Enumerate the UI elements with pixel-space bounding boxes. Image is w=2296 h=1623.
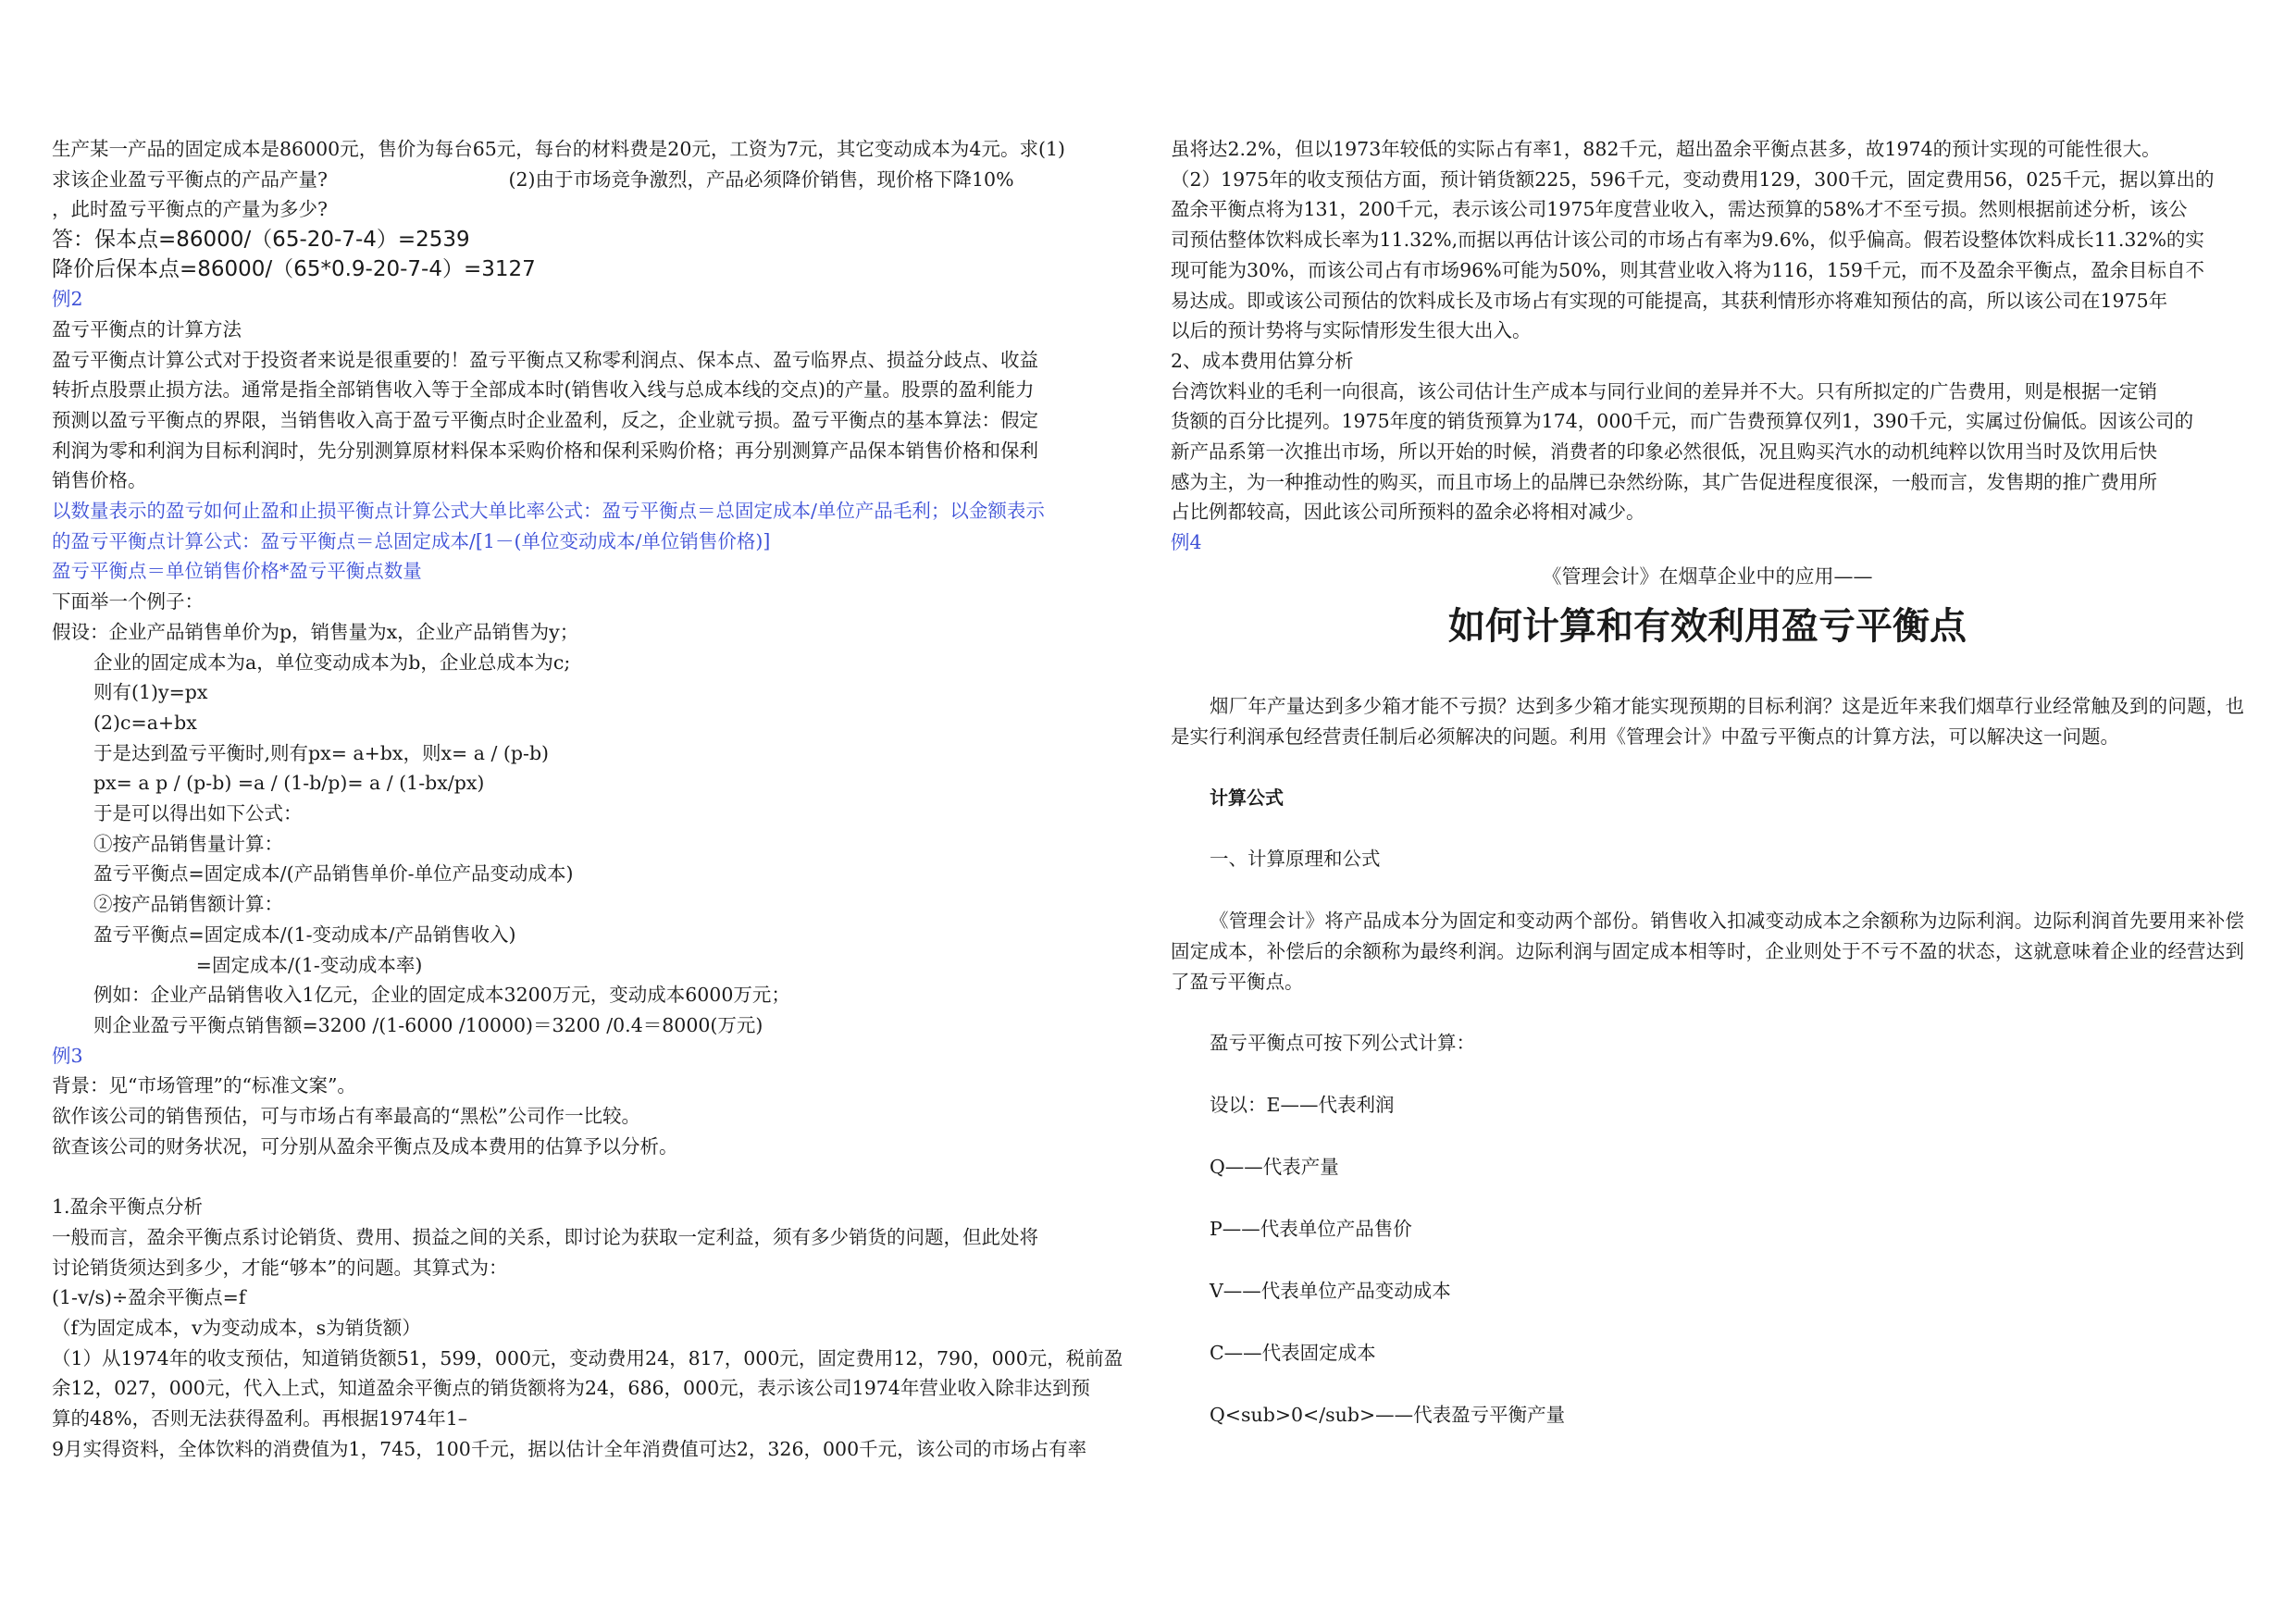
text-line: 现可能为30%，而该公司占有市场96%可能为50%，则其营业收入将为116，159千元，而不及盈余平衡点，盈余目标自不 [1171, 258, 2204, 281]
text-line: 盈亏平衡点＝单位销售价格*盈亏平衡点数量 [52, 560, 422, 583]
text-line: (2)c=a+bx [93, 711, 197, 734]
text-line: 2、成本费用估算分析 [1171, 349, 1354, 372]
text-line: 盈亏平衡点=固定成本/(1-变动成本/产品销售收入) [93, 923, 516, 946]
text-line: 台湾饮料业的毛利一向很高，该公司估计生产成本与同行业间的差异并不大。只有所拟定的广告费用，则是根据一定销 [1171, 379, 2157, 403]
text-line: ②按产品销售额计算： [93, 893, 283, 916]
text-line: 于是可以得出如下公式： [93, 802, 303, 825]
text-line: 虽将达2.2%，但以1973年较低的实际占有率1，882千元，超出盈余平衡点甚多，故1974的预计实现的可能性很大。 [1171, 138, 2161, 160]
principle-paragraph: 《管理会计》将产品成本分为固定和变动两个部份。销售收入扣减变动成本之余额称为边际利润。边际利润首先要用来补偿固定成本，补偿后的余额称为最终利润。边际利润与固定成本相等时，企业则处于不亏不盈的状态，这就意味着企业的经营达到了盈亏平衡点。 [1171, 909, 2244, 993]
text-line: 的盈亏平衡点计算公式：盈亏平衡点＝总固定成本/[1－(单位变动成本/单位销售价格)] [52, 529, 771, 552]
text-line: px= a p / (p-b) =a / (1-b/p)= a / (1-bx/px) [93, 772, 485, 795]
text-line: 占比例都较高，因此该公司所预料的盈余必将相对减少。 [1171, 501, 1645, 524]
text-line [52, 1162, 1125, 1193]
article-subtitle: 《管理会计》在烟草企业中的应用—— [1542, 564, 1873, 588]
text-line: 货额的百分比提列。1975年度的销货预算为174，000千元，而广告费预算仅列1，390千元，实属过份偏低。因该公司的 [1171, 410, 2194, 433]
text-line: 企业的固定成本为a，单位变动成本为b，企业总成本为c; [93, 650, 571, 674]
text-line: 答：保本点=86000/（65-20-7-4）=2539 [52, 228, 470, 253]
definition-item: 盈亏平衡点可按下列公式计算： [1210, 1031, 1475, 1054]
section-title: 一、计算原理和公式 [1210, 847, 1381, 870]
text-line: 假设：企业产品销售单价为p，销售量为x，企业产品销售为y； [52, 620, 579, 643]
text-line: （f为固定成本，v为变动成本，s为销货额） [52, 1317, 421, 1339]
text-line: 讨论销货须达到多少，才能“够本”的问题。其算式为： [52, 1256, 508, 1279]
text-line: 欲作该公司的销售预估，可与市场占有率最高的“黑松”公司作一比较。 [52, 1105, 640, 1128]
text-line: 余12，027，000元，代入上式，知道盈余平衡点的销货额将为24，686，000元，表示该公司1974年营业收入除非达到预 [52, 1377, 1090, 1400]
text-line: 例4 [1171, 531, 1202, 554]
text-line: 盈亏平衡点的计算方法 [52, 317, 242, 341]
text-line: 9月实得资料，全体饮料的消费值为1，745，100千元，据以估计全年消费值可达2，326，000千元，该公司的市场占有率 [52, 1437, 1087, 1460]
section-heading: 计算公式 [1210, 786, 1284, 809]
text-line: ，此时盈亏平衡点的产量为多少? [52, 198, 328, 221]
definition-item: C——代表固定成本 [1210, 1341, 1376, 1364]
text-line: 以后的预计势将与实际情形发生很大出入。 [1171, 319, 1532, 342]
text-line: （2）1975年的收支预估方面，预计销货额225，596千元，变动费用129，300千元，固定费用56，025千元，据以算出的 [1171, 167, 2215, 191]
text-line: 销售价格。 [52, 469, 147, 492]
text-line: 背景：见“市场管理”的“标准文案”。 [52, 1074, 356, 1097]
text-line: 例2 [52, 288, 83, 311]
text-line: 一般而言，盈余平衡点系讨论销货、费用、损益之间的关系，即讨论为获取一定利益，须有多少销货的问题，但此处将 [52, 1225, 1038, 1248]
text-line: 生产某一产品的固定成本是86000元，售价为每台65元，每台的材料费是20元，工资为7元，其它变动成本为4元。求(1) [52, 138, 1066, 160]
definition-item: V——代表单位产品变动成本 [1210, 1279, 1451, 1302]
text-line: 以数量表示的盈亏如何止盈和止损平衡点计算公式大单比率公式：盈亏平衡点＝总固定成本/单位产品毛利；以金额表示 [52, 500, 1045, 523]
text-line: 盈余平衡点将为131，200千元，表示该公司1975年度营业收入，需达预算的58%才不至亏损。然则根据前述分析，该公 [1171, 198, 2188, 221]
text-line: 预测以盈亏平衡点的界限，当销售收入高于盈亏平衡点时企业盈利，反之，企业就亏损。盈亏平衡点的基本算法：假定 [52, 408, 1038, 431]
definition-item: Q<sub>0</sub>——代表盈亏平衡产量 [1210, 1403, 1566, 1426]
text-line: 则企业盈亏平衡点销售额=3200 /(1-6000 /10000)＝3200 /0.4＝8000(万元) [93, 1013, 763, 1036]
text-line: 求该企业盈亏平衡点的产品产量? (2)由于市场竞争激烈，产品必须降价销售，现价格下降10% [52, 167, 1014, 191]
text-line: （1）从1974年的收支预估，知道销货额51，599，000元，变动费用24，817，000元，固定费用12，790，000元，税前盈 [52, 1346, 1123, 1369]
text-line: 转折点股票止损方法。通常是指全部销售收入等于全部成本时(销售收入线与总成本线的交点)的产量。股票的盈利能力 [52, 378, 1035, 402]
text-line: =固定成本/(1-变动成本率) [93, 953, 423, 976]
text-line: 算的48%，否则无法获得盈利。再根据1974年1– [52, 1407, 468, 1431]
text-line: 利润为零和利润为目标利润时，先分别测算原材料保本采购价格和保利采购价格；再分别测算产品保本销售价格和保利 [52, 439, 1038, 462]
text-line: 盈亏平衡点计算公式对于投资者来说是很重要的！盈亏平衡点又称零利润点、保本点、盈亏临界点、损益分歧点、收益 [52, 348, 1038, 371]
text-line: 于是达到盈亏平衡时,则有px= a+bx，则x= a / (p-b) [93, 741, 550, 764]
definition-item: 设以：E——代表利润 [1210, 1093, 1395, 1116]
text-line: (1-v/s)÷盈余平衡点=f [52, 1286, 246, 1309]
text-line: 下面举一个例子： [52, 590, 204, 613]
text-line: ①按产品销售量计算： [93, 832, 283, 855]
text-line: 感为主，为一种推动性的购买，而且市场上的品牌已杂然纷陈，其广告促进程度很深，一般而言，发售期的推广费用所 [1171, 470, 2157, 493]
text-line: 则有(1)y=px [93, 681, 208, 704]
definition-list [1171, 1028, 2244, 1431]
right-text-block [1171, 134, 2244, 558]
text-line: 降价后保本点=86000/（65*0.9-20-7-4）=3127 [52, 257, 536, 282]
text-line: 司预估整体饮料成长率为11.32%,而据以再估计该公司的市场占有率为9.6%，似乎偏高。假若设整体饮料成长11.32%的实 [1171, 229, 2204, 252]
text-line: 例3 [52, 1044, 83, 1067]
right-column [1171, 134, 2244, 1462]
text-line: 欲查该公司的财务状况，可分别从盈余平衡点及成本费用的估算予以分析。 [52, 1134, 678, 1158]
text-line: 新产品系第一次推出市场，所以开始的时候，消费者的印象必然很低，况且购买汽水的动机纯粹以饮用当时及饮用后快 [1171, 440, 2157, 464]
definition-item: P——代表单位产品售价 [1210, 1217, 1412, 1240]
text-line: 例如：企业产品销售收入1亿元，企业的固定成本3200万元，变动成本6000万元； [93, 984, 790, 1007]
intro-paragraph: 烟厂年产量达到多少箱才能不亏损？达到多少箱才能实现预期的目标利润？这是近年来我们烟草行业经常触及到的问题，也是实行利润承包经营责任制后必须解决的问题。利用《管理会计》中盈亏平衡点的计算方法，可以解决这一问题。 [1171, 694, 2244, 748]
article-title: 如何计算和有效利用盈亏平衡点 [1448, 603, 1967, 648]
definition-item: Q——代表产量 [1210, 1155, 1339, 1178]
left-column [52, 134, 1125, 1465]
text-line: 盈亏平衡点=固定成本/(产品销售单价-单位产品变动成本) [93, 862, 574, 886]
text-line: 易达成。即或该公司预估的饮料成长及市场占有实现的可能提高，其获利情形亦将难知预估的高，所以该公司在1975年 [1171, 289, 2168, 312]
text-line: 1.盈余平衡点分析 [52, 1196, 204, 1219]
